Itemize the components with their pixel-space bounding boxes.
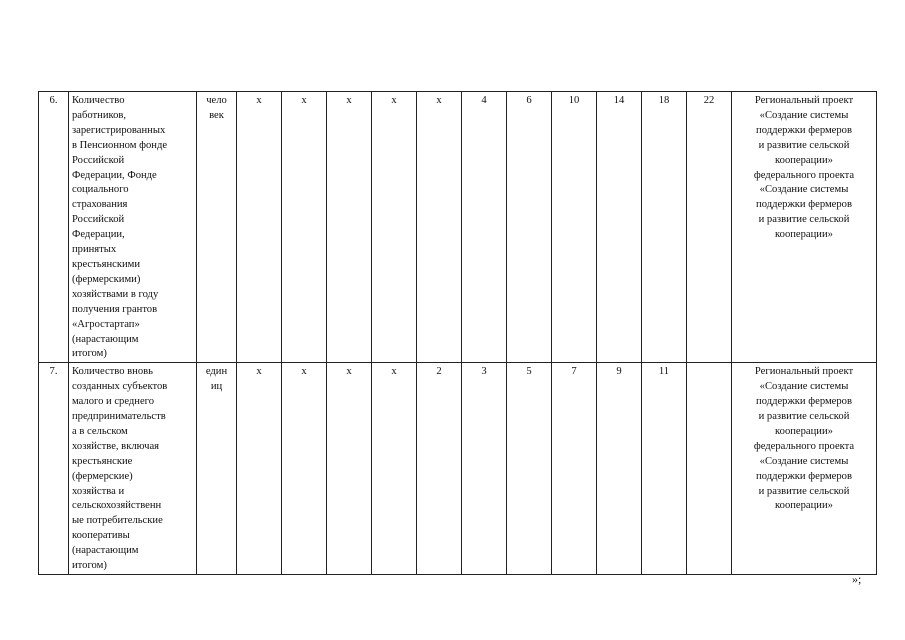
indicators-table — [38, 91, 877, 575]
value-cell: 6 — [507, 92, 552, 363]
value-cell: 14 — [597, 92, 642, 363]
value-cell: 2 — [417, 363, 462, 575]
value-cell: х — [327, 363, 372, 575]
value-cell: х — [327, 92, 372, 363]
value-cell: 22 — [687, 92, 732, 363]
row-number: 6. — [39, 92, 69, 363]
value-cell: 9 — [597, 363, 642, 575]
value-cell: х — [282, 363, 327, 575]
indicator-name: Количество работников, зарегистрированных в Пенсионном фонде Российской Федерации, Фонде социального страхования Российской Федерации, принятых крестьянскими (фермерскими) хозяйствами в году получения грантов «Агростартап» (нарастающим итогом) — [69, 92, 197, 363]
value-cell: 3 — [462, 363, 507, 575]
row-number: 7. — [39, 363, 69, 575]
value-cell — [687, 363, 732, 575]
value-cell: х — [282, 92, 327, 363]
value-cell: 18 — [642, 92, 687, 363]
value-cell: х — [237, 92, 282, 363]
value-cell: 11 — [642, 363, 687, 575]
table-row — [39, 363, 877, 575]
value-cell: 4 — [462, 92, 507, 363]
closing-quote: »; — [852, 572, 862, 586]
source-project: Региональный проект «Создание системы поддержки фермеров и развитие сельской кооперации» федерального проекта «Создание системы поддержки фермеров и развитие сельской кооперации» — [732, 92, 877, 363]
value-cell: х — [372, 92, 417, 363]
value-cell: 7 — [552, 363, 597, 575]
source-project: Региональный проект «Создание системы поддержки фермеров и развитие сельской кооперации» федерального проекта «Создание системы поддержки фермеров и развитие сельской кооперации» — [732, 363, 877, 575]
indicator-name: Количество вновь созданных субъектов малого и среднего предпринимательств а в сельском хозяйстве, включая крестьянские (фермерские) хозяйства и сельскохозяйственн ые потребительские кооперативы (нарастающим итогом) — [69, 363, 197, 575]
value-cell: х — [372, 363, 417, 575]
unit-cell: един иц — [197, 363, 237, 575]
value-cell: х — [417, 92, 462, 363]
value-cell: 10 — [552, 92, 597, 363]
value-cell: 5 — [507, 363, 552, 575]
unit-cell: чело век — [197, 92, 237, 363]
table-row — [39, 92, 877, 363]
value-cell: х — [237, 363, 282, 575]
